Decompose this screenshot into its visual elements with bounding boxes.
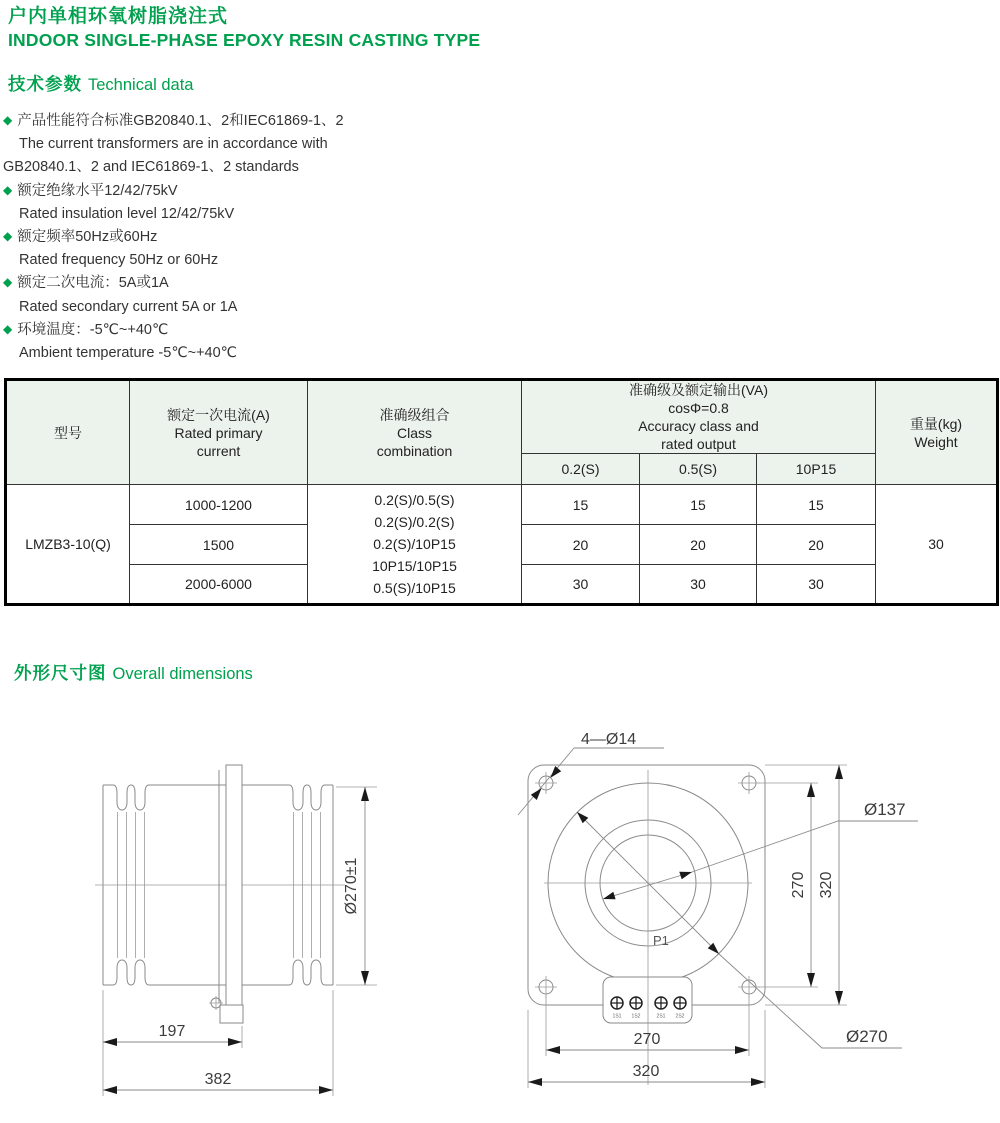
technical-heading-zh: 技术参数 xyxy=(8,74,82,94)
terminal-label: 2S2 xyxy=(675,1013,685,1020)
col-header-class-02s: 0.2(S) xyxy=(522,454,640,485)
col-header-model: 型号 xyxy=(6,380,130,485)
col-header-class-10p15: 10P15 xyxy=(757,454,876,485)
list-item: Ambient temperature -5℃~+40℃ xyxy=(19,345,237,362)
terminal-screw-icon xyxy=(674,997,686,1009)
terminal-screw-icon xyxy=(611,997,623,1009)
col-header-primary-current: 额定一次电流(A) Rated primary current xyxy=(130,380,308,485)
bullet-text: 额定绝缘水平12/42/75kV xyxy=(17,182,178,199)
mounting-plate xyxy=(226,765,242,1005)
cell-model: LMZB3-10(Q) xyxy=(6,485,130,605)
side-diameter-dim: Ø270±1 xyxy=(343,857,360,915)
col-header-class-combination: 准确级组合 Class combination xyxy=(308,380,522,485)
diamond-bullet-icon: ◆ xyxy=(3,275,13,290)
col-header-weight: 重量(kg) Weight xyxy=(876,380,998,485)
plate-foot xyxy=(220,1005,243,1023)
cell-weight: 30 xyxy=(876,485,998,605)
bullet-text: 额定频率50Hz或60Hz xyxy=(17,229,158,246)
cell-class-combination: 0.2(S)/0.5(S) 0.2(S)/0.2(S) 0.2(S)/10P15 10P15/10P15 0.5(S)/10P15 xyxy=(308,485,522,605)
overall-width-dim: 320 xyxy=(632,1063,660,1080)
flange-plate xyxy=(528,765,765,1005)
inner-diameter-dim: Ø137 xyxy=(864,800,906,819)
diamond-bullet-icon: ◆ xyxy=(3,229,13,244)
cell-primary-current: 2000-6000 xyxy=(130,565,308,605)
cell-va: 30 xyxy=(522,565,640,605)
bullet-text: 环境温度：-5℃~+40℃ xyxy=(17,321,169,338)
front-view-drawing xyxy=(518,731,918,1088)
cell-va: 20 xyxy=(757,525,876,565)
mounting-hole-icon xyxy=(738,976,760,998)
list-item: Rated secondary current 5A or 1A xyxy=(19,298,238,315)
cell-va: 15 xyxy=(522,485,640,525)
mounting-hole-icon xyxy=(738,772,760,794)
page-title-zh: 户内单相环氧树脂浇注式 xyxy=(8,6,229,27)
list-item: GB20840.1、2 and IEC61869-1、2 standards xyxy=(3,159,299,176)
terminal-label: 1S2 xyxy=(631,1013,641,1020)
list-item: Rated insulation level 12/42/75kV xyxy=(19,205,235,222)
diamond-bullet-icon: ◆ xyxy=(3,182,13,197)
diamond-bullet-icon: ◆ xyxy=(3,113,13,127)
hole-spacing-vertical-dim: 270 xyxy=(790,871,807,899)
overall-height-dim: 320 xyxy=(818,871,835,899)
cell-primary-current: 1000-1200 xyxy=(130,485,308,525)
bullet-text: 产品性能符合标准GB20840.1、2和IEC61869-1、2 xyxy=(17,113,344,129)
col-header-class-05s: 0.5(S) xyxy=(640,454,757,485)
terminal-label: 1S1 xyxy=(612,1013,622,1020)
cell-va: 15 xyxy=(757,485,876,525)
cell-va: 20 xyxy=(640,525,757,565)
list-item: Rated frequency 50Hz or 60Hz xyxy=(19,252,219,269)
side-view-drawing xyxy=(95,765,377,1096)
cell-primary-current: 1500 xyxy=(130,525,308,565)
cell-va: 30 xyxy=(640,565,757,605)
terminal-screw-icon xyxy=(655,997,667,1009)
page-title-en: INDOOR SINGLE-PHASE EPOXY RESIN CASTING TYPE xyxy=(8,30,481,50)
outer-diameter-dim: Ø270 xyxy=(846,1027,888,1046)
corner-holes-dim: 4—Ø14 xyxy=(581,731,637,748)
terminal-screw-icon xyxy=(630,997,642,1009)
mounting-hole-icon xyxy=(535,976,557,998)
col-header-accuracy-group: 准确级及额定输出(VA) cosΦ=0.8 Accuracy class and rated output xyxy=(522,380,876,454)
cell-va: 30 xyxy=(757,565,876,605)
p1-terminal-label: P1 xyxy=(653,933,669,948)
diamond-bullet-icon: ◆ xyxy=(3,321,13,336)
dimensions-heading-en: Overall dimensions xyxy=(112,665,253,683)
dimensions-heading-zh: 外形尺寸图 xyxy=(14,663,107,683)
cell-va: 20 xyxy=(522,525,640,565)
terminal-label: 2S1 xyxy=(656,1013,666,1020)
technical-heading-en: Technical data xyxy=(88,76,194,94)
bullet-text: 额定二次电流：5A或1A xyxy=(17,275,169,292)
side-plate-offset-dim: 197 xyxy=(158,1023,186,1040)
hole-spacing-horizontal-dim: 270 xyxy=(633,1031,661,1048)
cell-va: 15 xyxy=(640,485,757,525)
list-item: The current transformers are in accordance with xyxy=(19,136,328,153)
side-overall-length-dim: 382 xyxy=(204,1071,232,1088)
